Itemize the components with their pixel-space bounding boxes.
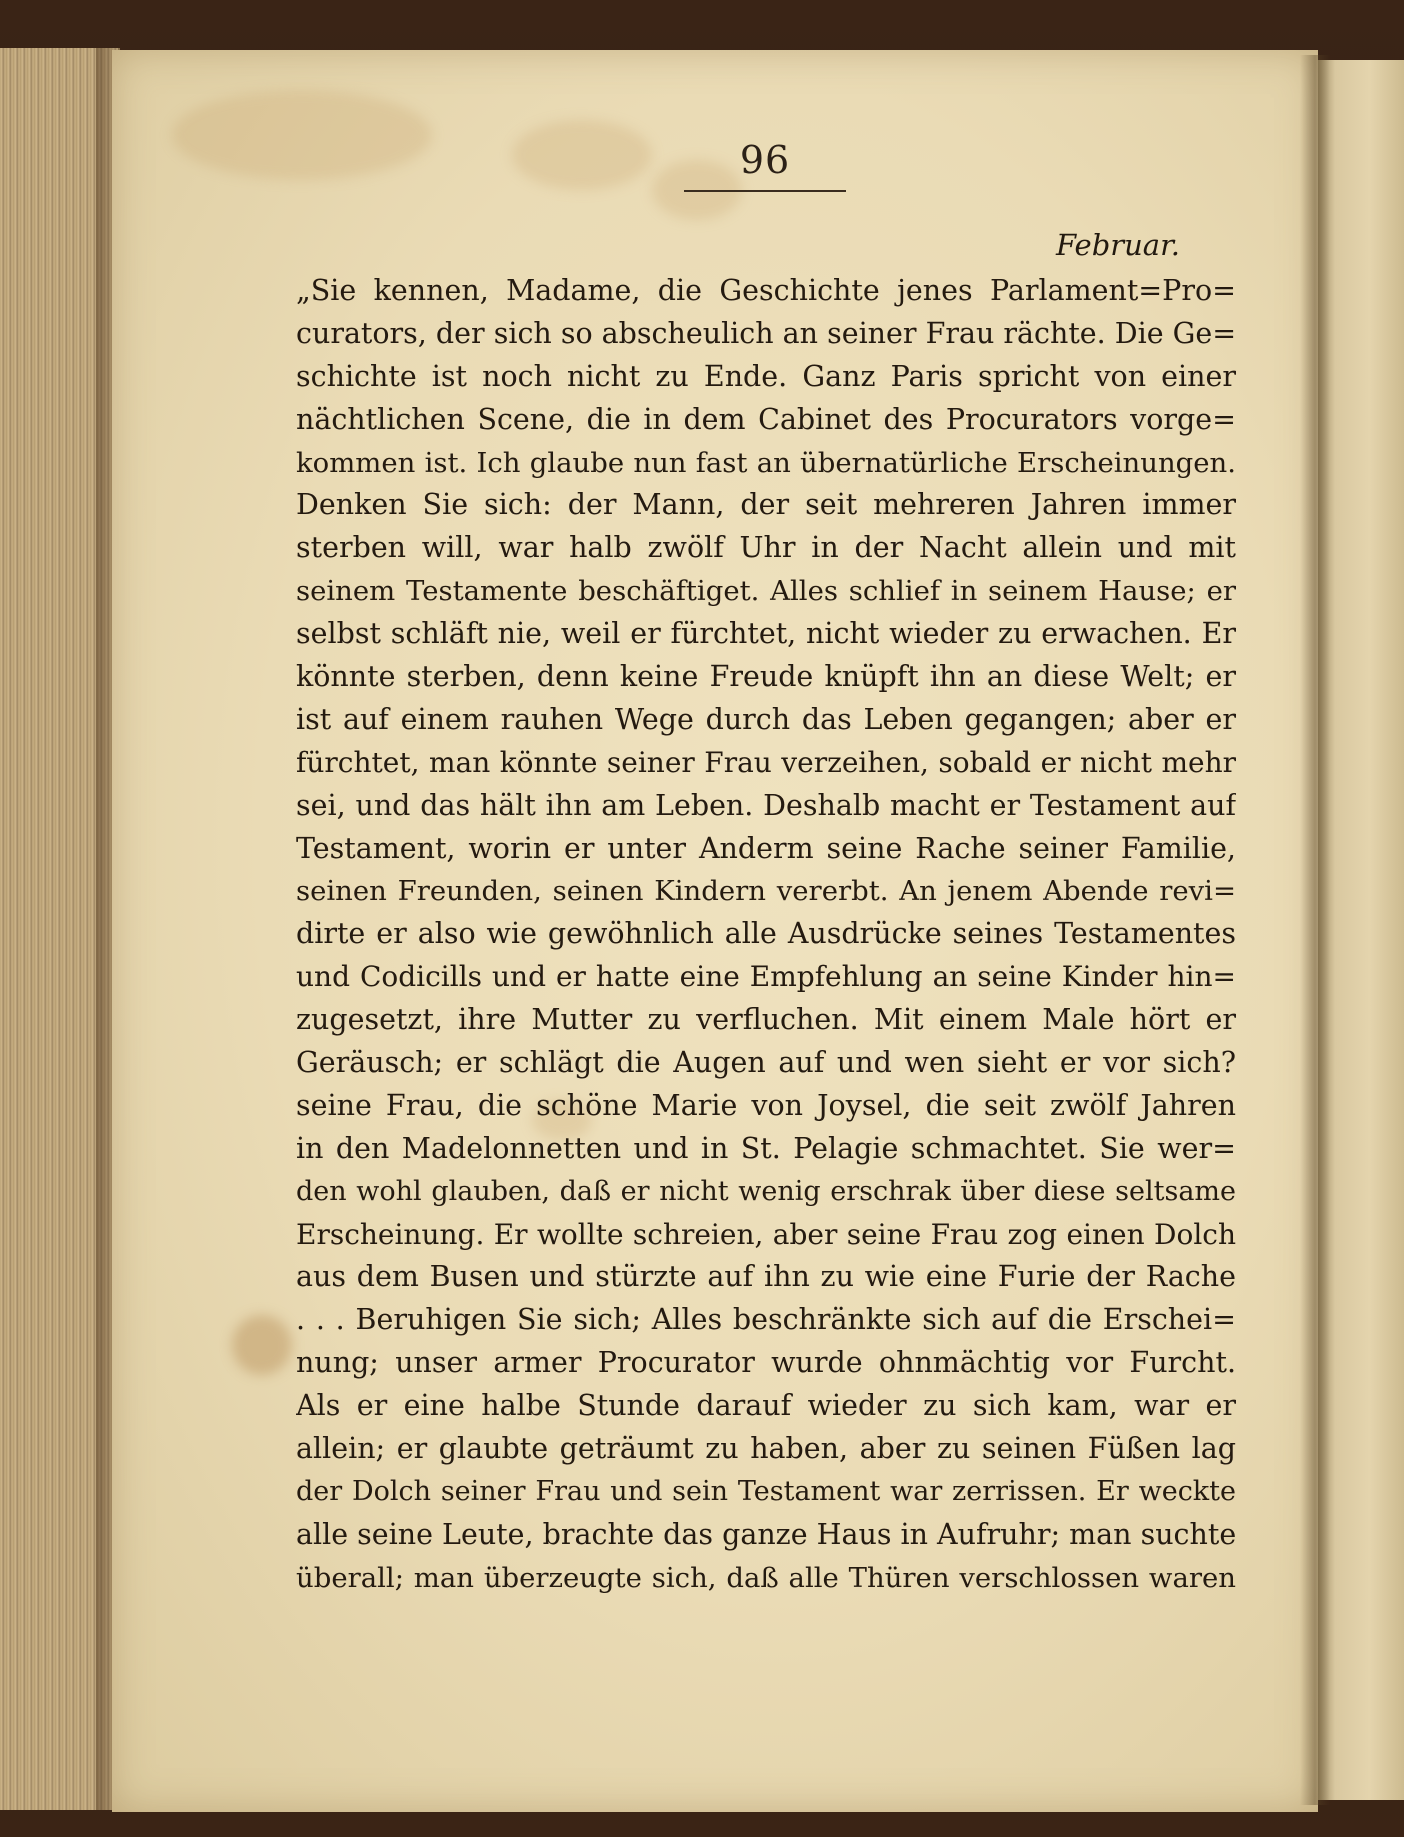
text-line: seinen Freunden, seinen Kindern vererbt. An jenem Abende revi= (296, 875, 1236, 908)
paper-stain (232, 1315, 292, 1375)
text-line: allein; er glaubte geträumt zu haben, aber zu seinen Füßen lag (296, 1432, 1236, 1466)
text-line: nächtlichen Scene, die in dem Cabinet des Procurators vorge= (296, 402, 1236, 436)
body-text (296, 270, 1236, 1600)
paper-stain (512, 120, 652, 190)
text-line: Denken Sie sich: der Mann, der seit mehreren Jahren immer (296, 488, 1236, 522)
text-line: in den Madelonnetten und in St. Pelagie schmachtet. Sie wer= (296, 1131, 1236, 1165)
text-line: sterben will, war halb zwölf Uhr in der Nacht allein und mit (296, 531, 1236, 565)
paper-stain (172, 90, 432, 180)
text-line: und Codicills und er hatte eine Empfehlung an seine Kinder hin= (296, 960, 1236, 994)
section-label: Februar. (1056, 228, 1180, 262)
text-line: kommen ist. Ich glaube nun fast an übernatürliche Erscheinungen. (296, 446, 1236, 479)
text-line: . . . Beruhigen Sie sich; Alles beschränkte sich auf die Erschei= (296, 1303, 1236, 1337)
page-number: 96 (739, 138, 791, 182)
text-line: Testament, worin er unter Anderm seine Rache seiner Familie, (296, 831, 1236, 865)
text-line: Geräusch; er schlägt die Augen auf und wen sieht er vor sich? (296, 1046, 1236, 1080)
header-rule (684, 190, 846, 192)
text-line: schichte ist noch nicht zu Ende. Ganz Paris spricht von einer (296, 359, 1236, 393)
facing-page-edge (1318, 60, 1404, 1800)
text-line: Als er eine halbe Stunde darauf wieder zu sich kam, war er (296, 1389, 1236, 1423)
text-line: zugesetzt, ihre Mutter zu verfluchen. Mit einem Male hört er (296, 1003, 1236, 1037)
text-line: seine Frau, die schöne Marie von Joysel, die seit zwölf Jahren (296, 1088, 1236, 1122)
text-line: sei, und das hält ihn am Leben. Deshalb macht er Testament auf (296, 788, 1236, 822)
text-line: nung; unser armer Procurator wurde ohnmächtig vor Furcht. (296, 1346, 1236, 1380)
text-line: Erscheinung. Er wollte schreien, aber seine Frau zog einen Dolch (296, 1217, 1236, 1251)
text-line: selbst schläft nie, weil er fürchtet, nicht wieder zu erwachen. Er (296, 617, 1236, 651)
text-line: alle seine Leute, brachte das ganze Haus in Aufruhr; man suchte (296, 1517, 1236, 1551)
text-line: den wohl glauben, daß er nicht wenig erschrak über diese seltsame (296, 1175, 1236, 1207)
text-line: fürchtet, man könnte seiner Frau verzeihen, sobald er nicht mehr (296, 745, 1236, 779)
binding-gutter (1300, 55, 1330, 1805)
text-line: ist auf einem rauhen Wege durch das Leben gegangen; aber er (296, 702, 1236, 736)
text-line: „Sie kennen, Madame, die Geschichte jenes Parlament=Pro= (296, 274, 1236, 307)
text-line: könnte sterben, denn keine Freude knüpft ihn an diese Welt; er (296, 660, 1236, 694)
text-line: curators, der sich so abscheulich an seiner Frau rächte. Die Ge= (296, 316, 1236, 350)
text-line: dirte er also wie gewöhnlich alle Ausdrücke seines Testamentes (296, 917, 1236, 951)
text-line: der Dolch seiner Frau und sein Testament war zerrissen. Er weckte (296, 1475, 1236, 1507)
text-line: überall; man überzeugte sich, daß alle Thüren verschlossen waren (296, 1561, 1236, 1594)
text-line: seinem Testamente beschäftiget. Alles schlief in seinem Hause; er (296, 575, 1236, 608)
text-line: aus dem Busen und stürzte auf ihn zu wie eine Furie der Rache (296, 1260, 1236, 1294)
